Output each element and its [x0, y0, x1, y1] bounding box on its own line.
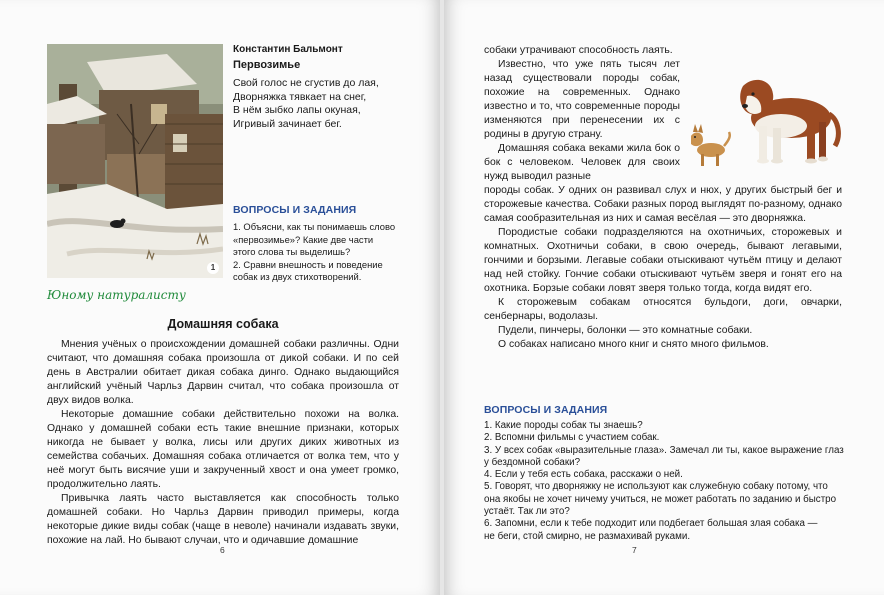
paragraph: Породистые собаки подразделяются на охотничьих, сторожевых и комнатных. Охотничьи собаки, в свою очередь, бывают легавыми, гончими и борзыми. Легавые собаки отыскивают чутьём птицу и делают над ней стойку. Гончие собаки отыскивают чутьём зверя и гонят его на охотника. Борзые собаки ловят зверя только тогда, когда видят его. — [484, 227, 842, 294]
paragraph: О собаках написано много книг и снято много фильмов. — [498, 339, 769, 350]
paragraph: Домашняя собака веками жила бок о бок с человеком. Человек для своих нужд выводил разные — [484, 143, 680, 182]
paragraph: породы собак. У одних он развивал слух и нюх, у других быстрый бег и сторожевые качества. Собаки разных пород выглядят по-разному, однако самая сообразительная из них и самая весёлая — это дворняжка. — [484, 185, 842, 224]
left-page — [0, 0, 440, 595]
question-line: 3. У всех собак «выразительные глаза». Замечал ли ты, какое выражение глаз — [484, 444, 844, 456]
question-line: «первозимье»? Какие две части — [233, 233, 374, 245]
paragraph: Мнения учёных о происхождении домашней собаки различны. Одни считают, что домашняя собака произошла от дикой собаки. И по сей день в Австралии обитает дикая собака динго. Однако выдающийся английский учёный Чарльз Дарвин считал, что собака произошла от двух видов волка. — [47, 339, 399, 406]
article-body-continued — [484, 184, 842, 352]
question-line: устаёт. Так ли это? — [484, 506, 570, 518]
paragraph: Известно, что уже пять тысяч лет назад существовали породы собак, похожие на современных. Однако известно и то, что современные породы изменяются при перенесении их с родины в другую страну. — [484, 59, 680, 140]
page-number: 6 — [220, 545, 225, 555]
article-title: Домашняя собака — [167, 317, 279, 331]
page-number: 7 — [632, 545, 637, 555]
question-line: у бездомной собаки? — [484, 456, 581, 468]
question-line: 5. Говорят, что дворняжку не используют как служебную собаку потому, что — [484, 481, 828, 493]
poem-line: Дворняжка тявкает на снег, — [233, 90, 367, 103]
paragraph: Привычка лаять часто выставляется как способность только домашней собаки. Но Чарльз Дарвин приводил примеры, когда некоторые дикие виды собак (чаще в неволе) начинали издавать звуки, похожие на лай. Но бывают случаи, что и одичавшие домашние — [47, 493, 399, 546]
question-line: 1. Какие породы собак ты знаешь? — [484, 420, 643, 431]
dogs-illustration — [683, 66, 848, 172]
questions-heading: ВОПРОСЫ И ЗАДАНИЯ — [484, 404, 608, 416]
column-text — [484, 44, 680, 184]
poem-line: Свой голос не сгустив до лая, — [233, 77, 379, 89]
question-line: она якобы не хочет ничему учиться, не может работать по заданию и быстро — [484, 493, 837, 505]
question-line: 2. Вспомни фильмы с участием собак. — [484, 432, 660, 444]
question-line: 2. Сравни внешность и поведение — [233, 258, 383, 270]
paragraph: Пудели, пинчеры, болонки — это комнатные собаки. — [498, 325, 753, 336]
poem-title: Первозимье — [233, 59, 301, 71]
question-line: 1. Объясни, как ты понимаешь слово — [233, 221, 396, 232]
paragraph: собаки утрачивают способность лаять. — [484, 45, 673, 56]
poem-line: Игривый зачинает бег. — [233, 117, 342, 130]
section-heading: Юному натуралисту — [47, 288, 186, 302]
poem-line: В нём зыбко лапы окуная, — [233, 104, 361, 116]
question-line: не беги, стой смирно, не размахивай руками. — [484, 530, 691, 542]
paragraph: К сторожевым собакам относятся бульдоги, доги, овчарки, сенбернары, водолазы. — [484, 297, 842, 322]
questions-list — [484, 420, 844, 543]
article-body — [47, 338, 399, 548]
questions-list — [233, 221, 395, 284]
question-line: собак из двух стихотворений. — [233, 271, 362, 282]
questions-heading: ВОПРОСЫ И ЗАДАНИЯ — [233, 204, 357, 216]
paragraph: Некоторые домашние собаки действительно похожи на волка. Однако у домашней собаки есть такие внешние признаки, которых никогда не бывает у волка, лисы или других диких животных из семейства собачьих. Домашняя собака отличается от волка тем, что у неё могут быть висячие уши и закрученный хвост и она умеет громко, продолжительно лаять. — [47, 409, 399, 490]
question-line: 6. Запомни, если к тебе подходит или подбегает большая злая собака — — [484, 518, 818, 530]
poem-text — [233, 77, 433, 131]
painting-number-badge: 1 — [207, 262, 219, 274]
winter-painting — [47, 44, 223, 278]
question-line: этого слова ты выделишь? — [233, 246, 351, 257]
question-line: 4. Если у тебя есть собака, расскажи о ней. — [484, 469, 683, 481]
poem-author: Константин Бальмонт — [233, 44, 343, 55]
